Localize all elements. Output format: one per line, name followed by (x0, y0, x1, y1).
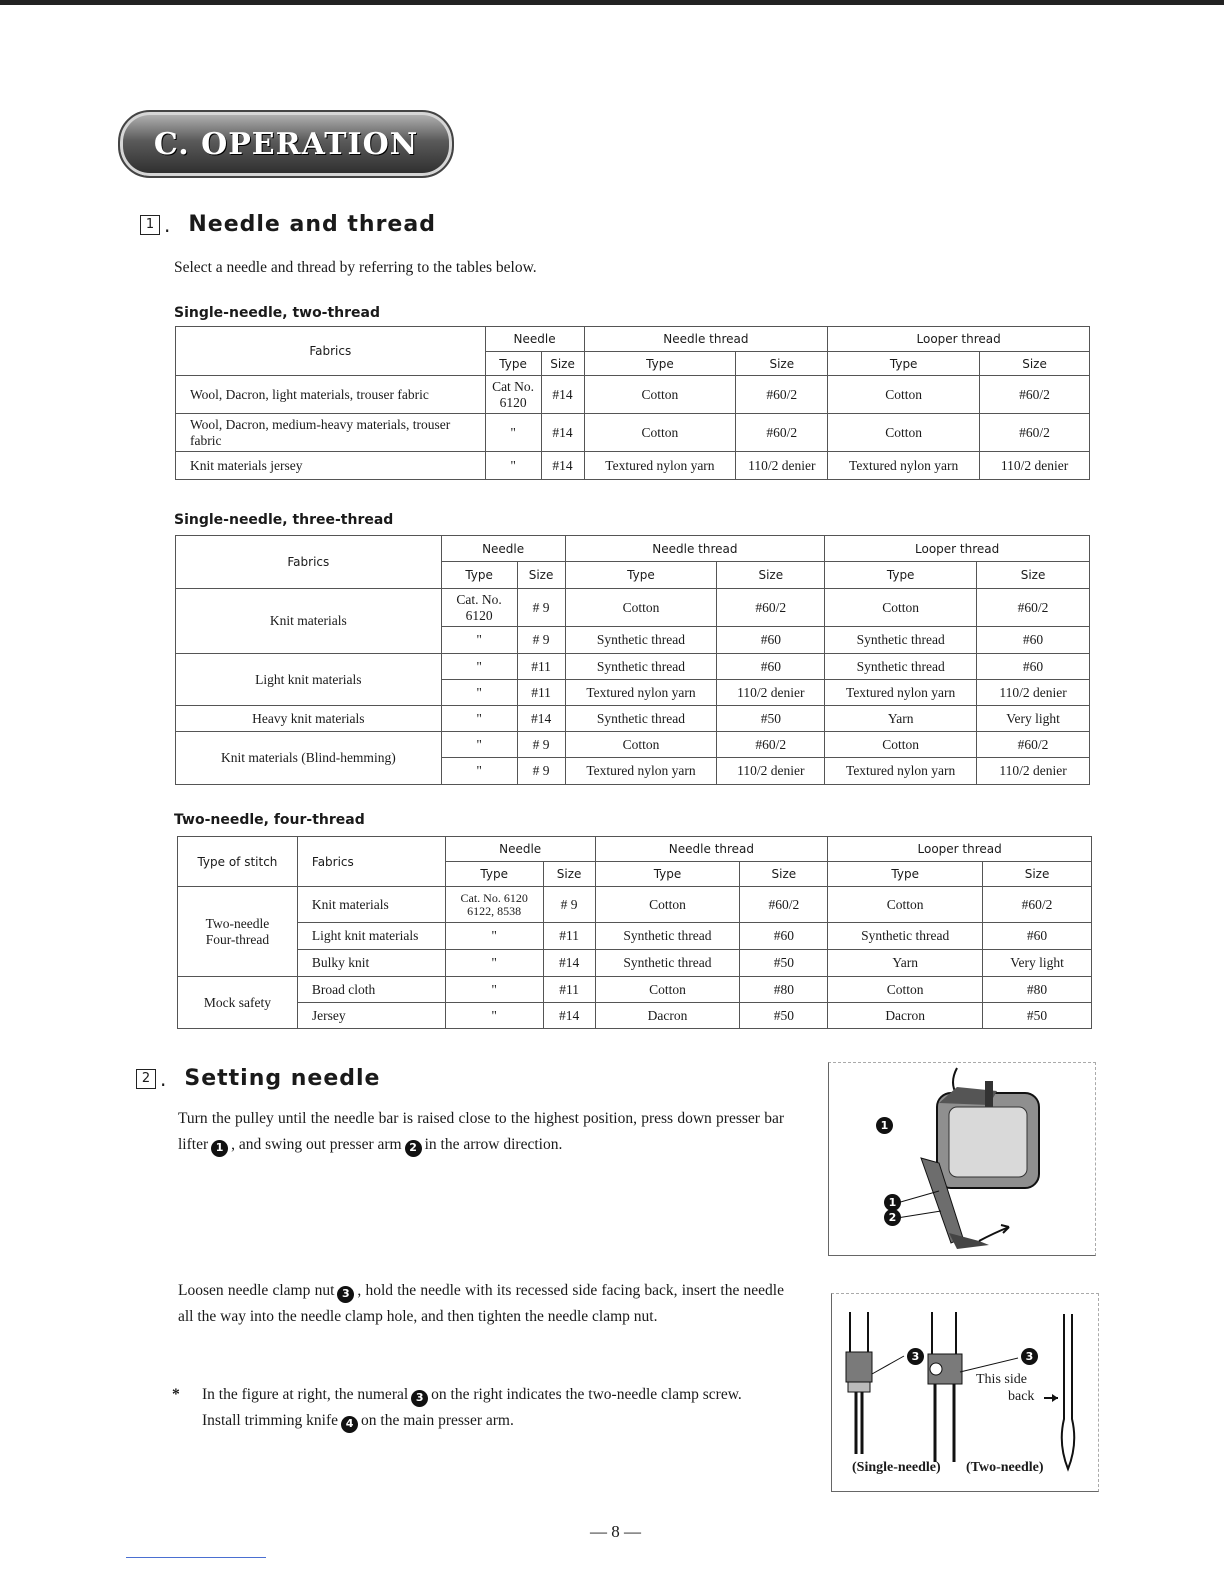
header-size: Size (983, 862, 1092, 887)
header-fabrics: Fabrics (297, 837, 445, 887)
header-size: Size (740, 862, 828, 887)
table-row: Wool, Dacron, medium-heavy materials, trouser fabric " #14 Cotton #60/2 Cotton #60/2 (176, 414, 1090, 452)
callout-3-icon: 3 (907, 1348, 924, 1365)
callout-2-icon: 2 (884, 1209, 901, 1226)
section-2-heading: 2 . Setting needle (136, 1066, 380, 1091)
section-1-title: Needle and thread (188, 212, 436, 237)
header-needle: Needle (441, 536, 565, 562)
chapter-banner (118, 110, 454, 178)
header-needle-thread: Needle thread (595, 837, 828, 862)
label-single-needle: (Single-needle) (852, 1460, 941, 1475)
figure-presser-arm (828, 1062, 1096, 1256)
header-type: Type (828, 862, 983, 887)
section-2-number: 2 (136, 1069, 156, 1089)
header-size: Size (541, 352, 584, 376)
header-size: Size (543, 862, 595, 887)
section-2-paragraph-2: Loosen needle clamp nut 3 , hold the needle with its recessed side facing back, insert the needle all the way into the needle clamp hole, and then tighten the needle clamp nut. (178, 1282, 784, 1325)
header-fabrics: Fabrics (176, 327, 486, 376)
header-needle-thread: Needle thread (584, 327, 828, 352)
presser-arm-illustration (829, 1063, 1095, 1255)
section-1-heading: 1 . Needle and thread (140, 212, 436, 237)
section-1-intro: Select a needle and thread by referring to the tables below. (174, 259, 537, 276)
section-1-number: 1 (140, 215, 160, 235)
numeral-2-icon: 2 (405, 1140, 422, 1157)
table-row: Heavy knit materials " #14 Synthetic thread #50 Yarn Very light (176, 706, 1090, 732)
label-this-side: This side (976, 1372, 1027, 1387)
header-type: Type (441, 562, 517, 589)
table-row: Knit materials (Blind-hemming) " # 9 Cotton #60/2 Cotton #60/2 (176, 732, 1090, 758)
label-back: back (1008, 1389, 1035, 1404)
table-row: Jersey " #14 Dacron #50 Dacron #50 (178, 1003, 1092, 1029)
header-size: Size (977, 562, 1090, 589)
header-type: Type (584, 352, 736, 376)
callout-1-icon: 1 (876, 1117, 893, 1134)
top-rule (0, 0, 1224, 5)
table-row: Mock safety Broad cloth " #11 Cotton #80 Cotton #80 (178, 977, 1092, 1003)
header-looper-thread: Looper thread (828, 837, 1092, 862)
header-type: Type (595, 862, 740, 887)
header-type: Type (825, 562, 977, 589)
callout-1-icon: 1 (884, 1194, 901, 1211)
chapter-title: C. OPERATION (153, 126, 419, 162)
note-bullet: * (172, 1386, 180, 1403)
header-type: Type (565, 562, 717, 589)
section-2-paragraph-1: Turn the pulley until the needle bar is raised close to the highest position, press down presser bar lifter 1 , and swing out presser arm 2 in the arrow direction. (178, 1106, 784, 1158)
table-2-caption: Single-needle, three-thread (174, 512, 394, 528)
numeral-4-icon: 4 (341, 1416, 358, 1433)
header-needle-thread: Needle thread (565, 536, 825, 562)
header-needle: Needle (445, 837, 595, 862)
numeral-1-icon: 1 (211, 1140, 228, 1157)
header-looper-thread: Looper thread (825, 536, 1090, 562)
footer-rule (126, 1557, 266, 1558)
table-row: Light knit materials " #11 Synthetic thread #60 Synthetic thread #60 (178, 923, 1092, 950)
label-two-needle: (Two-needle) (966, 1460, 1044, 1475)
table-row: Bulky knit " #14 Synthetic thread #50 Yarn Very light (178, 950, 1092, 977)
table-row: Light knit materials " #11 Synthetic thread #60 Synthetic thread #60 (176, 654, 1090, 680)
header-type: Type (445, 862, 543, 887)
header-size: Size (517, 562, 565, 589)
header-fabrics: Fabrics (176, 536, 442, 589)
section-2-title: Setting needle (184, 1066, 381, 1091)
header-needle: Needle (485, 327, 584, 352)
table-row: Knit materials jersey " #14 Textured nylon yarn 110/2 denier Textured nylon yarn 110/2 denier (176, 452, 1090, 480)
table-row: " # 9 Synthetic thread #60 Synthetic thread #60 (176, 627, 1090, 654)
table-1-caption: Single-needle, two-thread (174, 305, 381, 321)
table-two-needle-four-thread (177, 836, 1092, 1029)
table-row: Wool, Dacron, light materials, trouser fabric Cat No. 6120 #14 Cotton #60/2 Cotton #60/2 (176, 376, 1090, 414)
header-size: Size (717, 562, 825, 589)
callout-3-icon: 3 (1021, 1348, 1038, 1365)
figure-needle-clamp (831, 1293, 1099, 1492)
section-2-note: * In the figure at right, the numeral 3 on the right indicates the two-needle clamp screw. Install trimming knife 4 on the main presser arm. (172, 1382, 792, 1434)
table-single-needle-three-thread (175, 535, 1090, 785)
header-looper-thread: Looper thread (828, 327, 1090, 352)
header-type: Type (828, 352, 980, 376)
table-3-caption: Two-needle, four-thread (174, 812, 365, 828)
table-single-needle-two-thread (175, 326, 1090, 480)
table-row: " # 9 Textured nylon yarn 110/2 denier Textured nylon yarn 110/2 denier (176, 758, 1090, 785)
page-number: — 8 — (590, 1522, 641, 1541)
table-row: " #11 Textured nylon yarn 110/2 denier Textured nylon yarn 110/2 denier (176, 680, 1090, 706)
header-type-of-stitch: Type of stitch (178, 837, 298, 887)
header-type: Type (485, 352, 541, 376)
header-size: Size (980, 352, 1090, 376)
table-row: Two-needle Four-thread Knit materials Cat. No. 6120 6122, 8538 # 9 Cotton #60/2 Cotton #60/2 (178, 887, 1092, 923)
table-row: Knit materials Cat. No. 6120 # 9 Cotton #60/2 Cotton #60/2 (176, 589, 1090, 627)
numeral-3-icon: 3 (411, 1390, 428, 1407)
numeral-3-icon: 3 (337, 1286, 354, 1303)
header-size: Size (736, 352, 828, 376)
